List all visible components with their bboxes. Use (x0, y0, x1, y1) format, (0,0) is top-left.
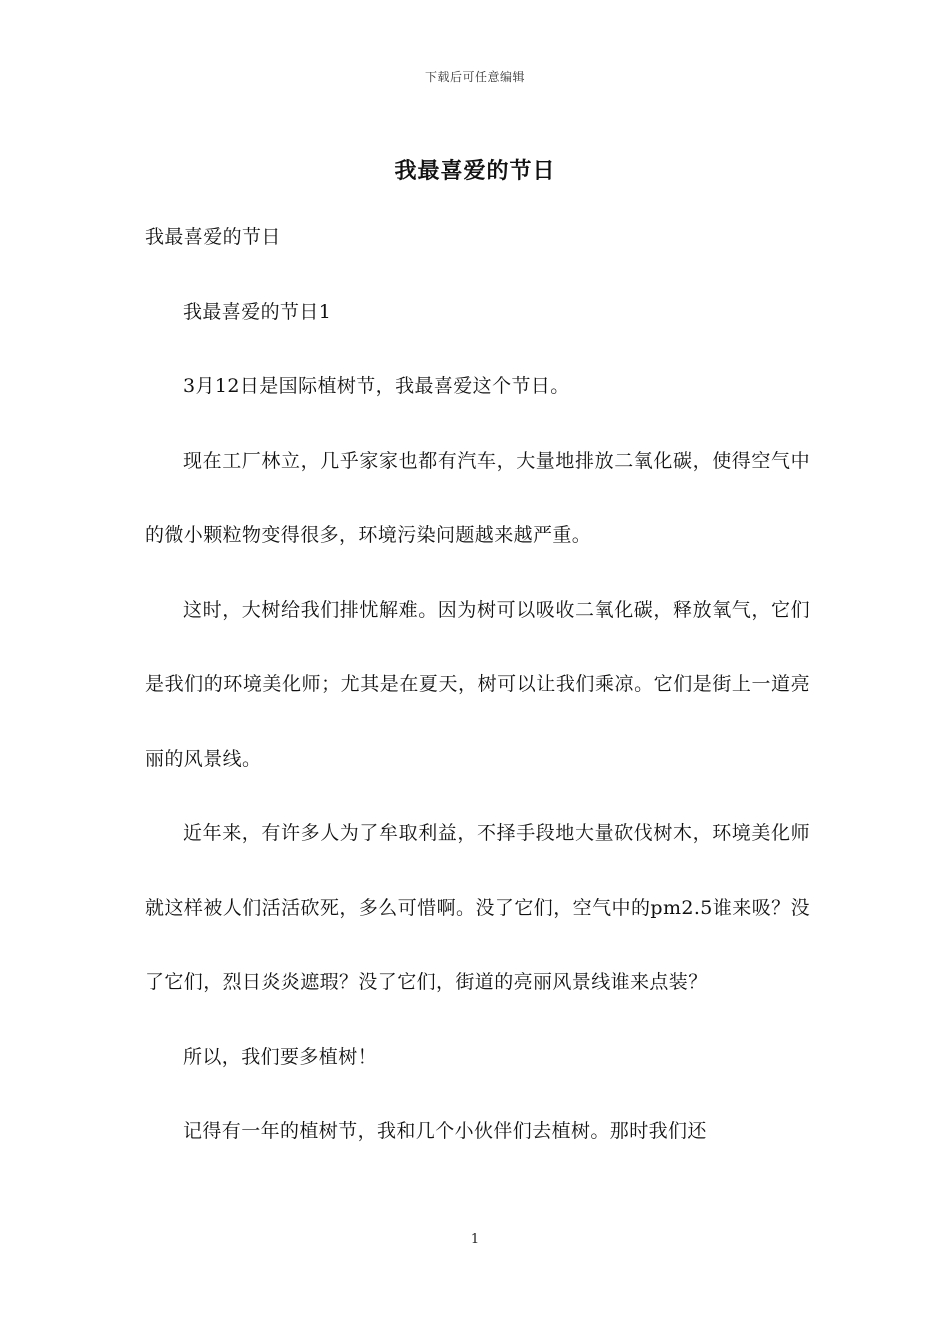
document-title: 我最喜爱的节日 (394, 158, 556, 184)
paragraph: 近年来，有许多人为了牟取利益，不择手段地大量砍伐树木，环境美化师就这样被人们活活砍死，多么可惜啊。没了它们，空气中的pm2.5谁来吸？没了它们，烈日炎炎遮瑕？没了它们，街道的亮丽风景线谁来点装？ (145, 822, 810, 993)
header-note: 下载后可任意编辑 (424, 70, 525, 84)
paragraph: 现在工厂林立，几乎家家也都有汽车，大量地排放二氧化碳，使得空气中的微小颗粒物变得很多，环境污染问题越来越严重。 (145, 449, 810, 546)
paragraph: 记得有一年的植树节，我和几个小伙伴们去植树。那时我们还 (183, 1120, 707, 1142)
paragraph: 这时，大树给我们排忧解难。因为树可以吸收二氧化碳，释放氧气，它们是我们的环境美化师；尤其是在夏天，树可以让我们乘凉。它们是街上一道亮丽的风景线。 (145, 598, 810, 770)
paragraph: 我最喜爱的节日1 (183, 300, 332, 323)
document-subtitle: 我最喜爱的节日 (145, 226, 281, 248)
paragraph: 所以，我们要多植树！ (183, 1045, 378, 1068)
document-body (145, 200, 810, 1169)
page-number: 1 (470, 1232, 480, 1247)
paragraph: 3月12日是国际植树节，我最喜爱这个节日。 (183, 375, 570, 397)
